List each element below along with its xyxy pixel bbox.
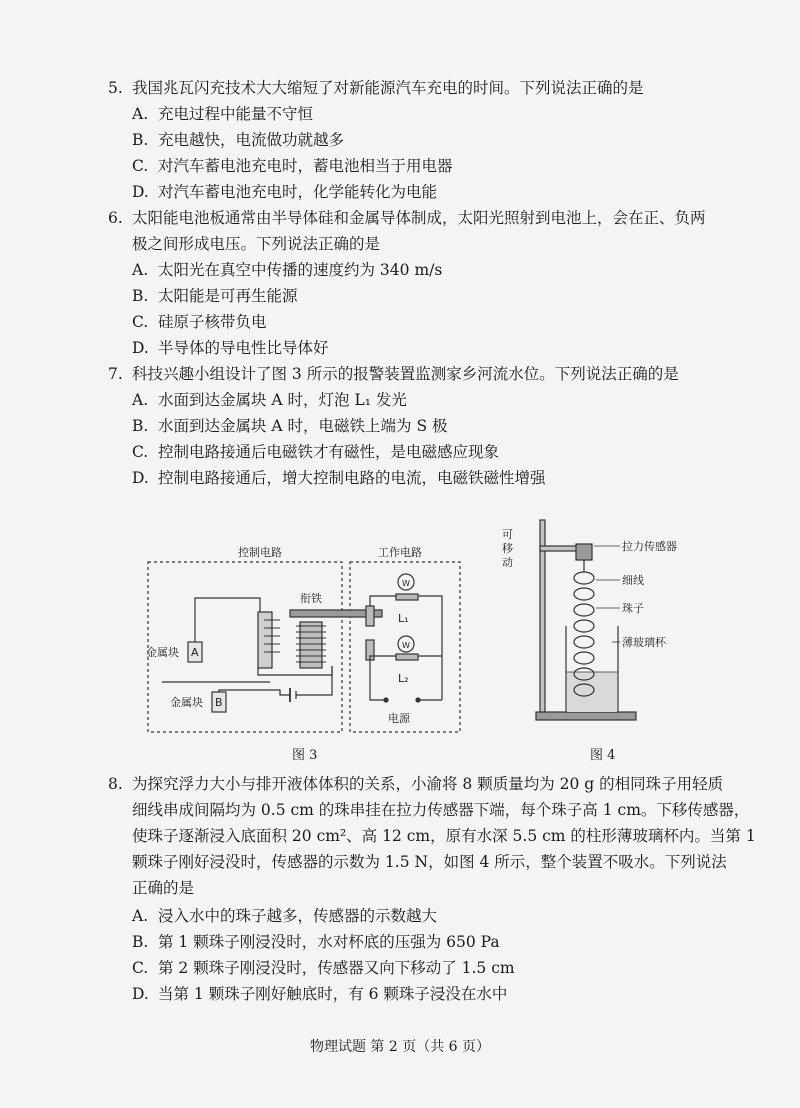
- label-metal-b: 金属块: [170, 696, 203, 709]
- label-working-circuit: 工作电路: [378, 546, 422, 559]
- label-lamp-l2: L₂: [398, 672, 409, 685]
- label-lamp-l1: L₁: [398, 612, 409, 625]
- option-b: B. 水面到达金属块 A 时，电磁铁上端为 S 极: [132, 417, 448, 435]
- label-armature: 衔铁: [300, 592, 322, 605]
- bead: [574, 620, 594, 632]
- option-c: C. 硅原子核带负电: [132, 313, 267, 331]
- label-movable-2: 移: [502, 542, 513, 555]
- question-6-stem-cont: 极之间形成电压。下列说法正确的是: [132, 235, 381, 253]
- electromagnet-core: [300, 622, 322, 668]
- stand-base: [536, 712, 636, 720]
- bead: [574, 588, 594, 600]
- label-metal-b-letter: B: [215, 696, 223, 709]
- question-5-stem: 5. 我国兆瓦闪充技术大大缩短了对新能源汽车充电的时间。下列说法正确的是: [108, 79, 644, 97]
- question-8-stem-cont-3: 颗珠子刚好浸没时，传感器的示数为 1.5 N，如图 4 所示，整个装置不吸水。下列说法: [132, 853, 727, 871]
- option-b: B. 第 1 颗珠子刚浸没时，水对杯底的压强为 650 Pa: [132, 933, 500, 951]
- label-movable-3: 动: [502, 556, 513, 569]
- option-b: B. 充电越快，电流做功就越多: [132, 131, 345, 149]
- bead: [574, 652, 594, 664]
- option-c: C. 第 2 颗珠子刚浸没时，传感器又向下移动了 1.5 cm: [132, 959, 515, 977]
- question-number: 5.: [108, 79, 123, 97]
- label-power: 电源: [388, 712, 410, 725]
- question-8-stem: 8. 为探究浮力大小与排开液体体积的关系，小渝将 8 颗质量均为 20 g 的相同珠子用轻质: [108, 775, 724, 793]
- lamp-l2-symbol: W: [402, 641, 410, 650]
- page-footer: 物理试题 第 2 页（共 6 页）: [309, 1039, 491, 1055]
- figure-4-apparatus: [500, 516, 720, 736]
- bead: [574, 572, 594, 584]
- option-c: C. 对汽车蓄电池充电时，蓄电池相当于用电器: [132, 157, 453, 175]
- label-control-circuit: 控制电路: [238, 546, 282, 559]
- label-bead: 珠子: [622, 602, 644, 615]
- figure-3-circuit-diagram: [140, 540, 470, 740]
- question-6-stem: 6. 太阳能电池板通常由半导体硅和金属导体制成，太阳光照射到电池上，会在正、负两: [108, 209, 706, 227]
- option-a: A. 太阳光在真空中传播的速度约为 340 m/s: [132, 261, 443, 279]
- lamp-l1-symbol: W: [402, 579, 410, 588]
- option-b: B. 太阳能是可再生能源: [132, 287, 298, 305]
- option-d: D. 当第 1 颗珠子刚好触底时，有 6 颗珠子浸没在水中: [132, 985, 508, 1003]
- option-c: C. 控制电路接通后电磁铁才有磁性，是电磁感应现象: [132, 443, 500, 461]
- label-glass: 薄玻璃杯: [622, 636, 666, 649]
- label-sensor: 拉力传感器: [622, 540, 677, 553]
- option-a: A. 浸入水中的珠子越多，传感器的示数越大: [132, 907, 438, 925]
- label-movable-1: 可: [502, 528, 513, 541]
- option-d: D. 控制电路接通后，增大控制电路的电流，电磁铁磁性增强: [132, 469, 546, 487]
- option-a: A. 充电过程中能量不守恒: [132, 105, 314, 123]
- bead: [574, 636, 594, 648]
- question-8-stem-cont-4: 正确的是: [132, 879, 195, 897]
- option-a: A. 水面到达金属块 A 时，灯泡 L₁ 发光: [132, 391, 407, 409]
- figure-3-caption: 图 3: [292, 748, 318, 763]
- bead: [574, 604, 594, 616]
- label-metal-a: 金属块: [146, 646, 179, 659]
- figure-4-caption: 图 4: [590, 748, 616, 763]
- question-8-stem-cont-1: 细线串成间隔均为 0.5 cm 的珠串挂在拉力传感器下端，每个珠子高 1 cm。下移传感器，: [132, 801, 750, 819]
- label-thread: 细线: [622, 574, 644, 587]
- force-sensor: [576, 544, 592, 560]
- question-7-stem: 7. 科技兴趣小组设计了图 3 所示的报警装置监测家乡河流水位。下列说法正确的是: [108, 365, 679, 383]
- question-8-stem-cont-2: 使珠子逐渐浸入底面积 20 cm²、高 12 cm，原有水深 5.5 cm 的柱形薄玻璃杯内。当第 1: [132, 827, 756, 845]
- option-d: D. 半导体的导电性比导体好: [132, 339, 329, 357]
- label-metal-a-letter: A: [191, 646, 199, 659]
- option-d: D. 对汽车蓄电池充电时，化学能转化为电能: [132, 183, 438, 201]
